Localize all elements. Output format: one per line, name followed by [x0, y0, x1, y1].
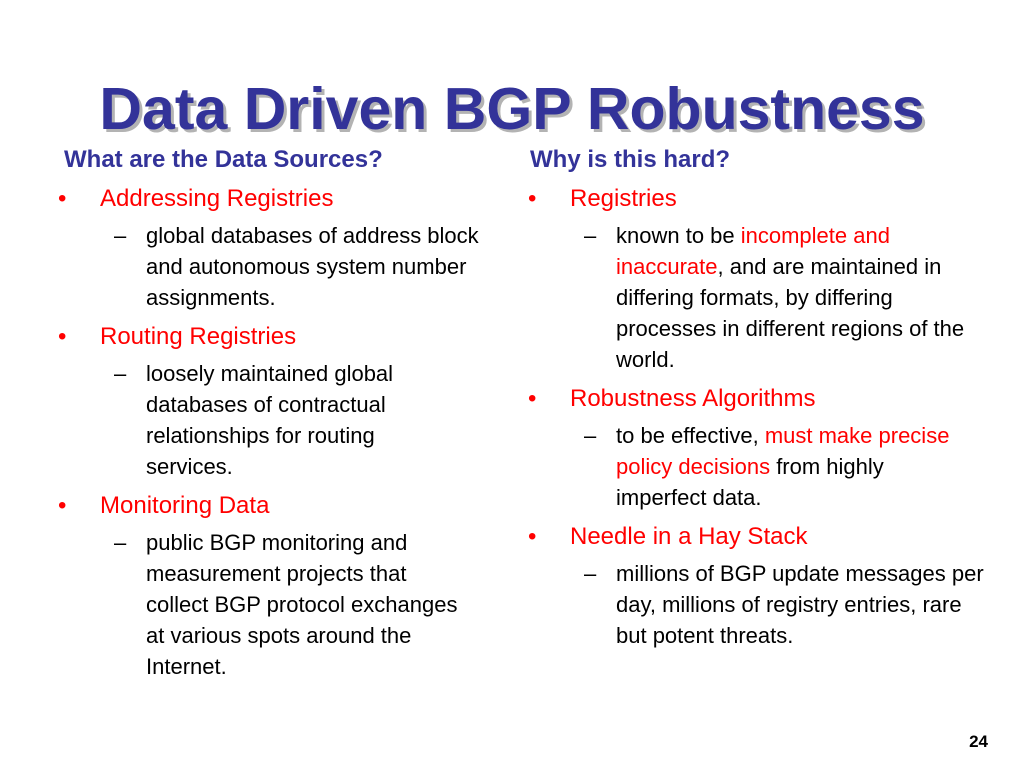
sub-dash: –	[584, 223, 597, 248]
sub-item-text-pre: to be effective,	[616, 423, 765, 448]
sub-item-monitoring-data	[58, 527, 461, 682]
sub-item-robustness-algorithms	[528, 420, 961, 513]
bullet-routing-registries	[58, 322, 508, 352]
sub-item-text: global databases of address block and autonomous system number assignments.	[146, 223, 479, 310]
bullet-label: Routing Registries	[100, 323, 297, 350]
sub-item-text-pre: known to be	[616, 223, 741, 248]
bullet-label: Needle in a Hay Stack	[570, 523, 808, 550]
bullet-registries	[528, 184, 988, 214]
bullet-label: Addressing Registries	[100, 185, 334, 212]
sub-item-needle-in-hay-stack	[528, 558, 986, 651]
right-column	[528, 184, 988, 660]
bullet-addressing-registries	[58, 184, 508, 214]
sub-item-text: loosely maintained global databases of contractual relationships for routing services.	[146, 361, 394, 479]
bullet-dot: •	[528, 523, 537, 550]
bullet-dot: •	[528, 385, 537, 412]
sub-item-highlight: must make precise policy decisions	[616, 423, 950, 479]
sub-item-addressing-registries	[58, 220, 508, 313]
sub-item-text-post: from highly imperfect data.	[616, 454, 884, 510]
bullet-monitoring-data	[58, 491, 508, 521]
sub-dash: –	[114, 530, 127, 555]
bullet-robustness-algorithms	[528, 384, 988, 414]
sub-item-highlight: incomplete and inaccurate	[616, 223, 890, 279]
bullet-dot: •	[58, 492, 67, 519]
sub-item-text: millions of BGP update messages per day, millions of registry entries, rare but potent threats.	[616, 561, 984, 648]
bullet-dot: •	[528, 185, 537, 212]
sub-dash: –	[584, 423, 597, 448]
sub-item-registries	[528, 220, 986, 375]
right-column-heading: Why is this hard?	[530, 146, 731, 173]
sub-dash: –	[584, 561, 597, 586]
bullet-needle-in-hay-stack	[528, 522, 988, 552]
bullet-label: Robustness Algorithms	[570, 385, 816, 412]
bullet-dot: •	[58, 323, 67, 350]
left-column	[58, 184, 508, 691]
left-column-heading: What are the Data Sources?	[64, 146, 383, 173]
sub-item-text-post: , and are maintained in differing formats, by differing processes in different regions of the world.	[616, 254, 965, 372]
sub-item-routing-registries	[58, 358, 436, 482]
slide-title: Data Driven BGP Robustness	[99, 76, 925, 142]
sub-item-text: public BGP monitoring and measurement projects that collect BGP protocol exchanges at various spots around the Internet.	[146, 530, 458, 679]
bullet-label: Monitoring Data	[100, 492, 270, 519]
bullet-dot: •	[58, 185, 67, 212]
sub-dash: –	[114, 223, 127, 248]
page-number: 24	[969, 732, 988, 751]
bullet-label: Registries	[570, 185, 677, 212]
sub-dash: –	[114, 361, 127, 386]
